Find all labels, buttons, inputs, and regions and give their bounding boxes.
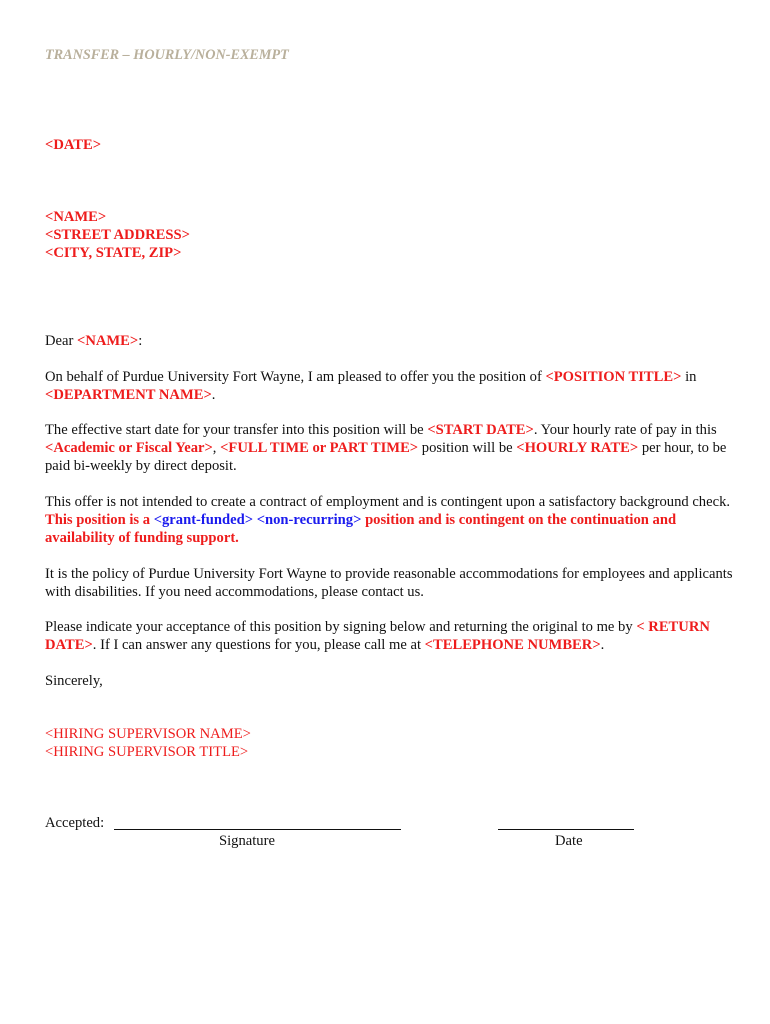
date-placeholder: <DATE>	[45, 137, 102, 153]
acceptance-text-3: .	[600, 636, 605, 653]
signature-label: Signature	[219, 833, 275, 849]
supervisor-title-placeholder: <HIRING SUPERVISOR TITLE>	[45, 743, 249, 760]
telephone-placeholder: <TELEPHONE NUMBER>	[424, 636, 601, 653]
accepted-label: Accepted:	[45, 815, 105, 831]
offer-text-2: in	[681, 369, 697, 385]
paragraph-start-date	[45, 422, 735, 475]
offer-text-3: .	[211, 386, 216, 403]
salutation	[45, 333, 735, 351]
signature-line[interactable]	[114, 829, 401, 830]
closing: Sincerely,	[45, 673, 103, 689]
recipient-address	[45, 209, 735, 262]
start-text-2: . Your hourly rate of pay in this	[533, 422, 717, 438]
acceptance-text-2: . If I can answer any questions for you, please call me at	[92, 636, 425, 653]
paragraph-offer	[45, 369, 735, 405]
paragraph-acceptance	[45, 619, 735, 655]
document-title: TRANSFER – HOURLY/NON-EXEMPT	[45, 47, 289, 63]
salutation-prefix: Dear	[45, 333, 78, 349]
paragraph-accommodations: It is the policy of Purdue University Fort Wayne to provide reasonable accommodations for employees and applicants with disabilities. If you need accommodations, please contact us.	[45, 566, 733, 600]
salutation-name: <NAME>	[77, 333, 139, 349]
start-text-5: per hour, to be paid bi-weekly by direct deposit.	[45, 439, 727, 474]
start-text-3: ,	[212, 439, 221, 456]
position-title-placeholder: <POSITION TITLE>	[545, 369, 682, 385]
contingency-red-1: This position is a	[45, 511, 154, 528]
contingency-red-3: position and is contingent on the continuation and availability of funding support.	[45, 511, 677, 546]
recipient-city: <CITY, STATE, ZIP>	[45, 244, 182, 261]
start-text-1: The effective start date for your transfer into this position will be	[45, 422, 428, 438]
date-label: Date	[555, 833, 583, 849]
date-line[interactable]	[498, 829, 634, 830]
offer-text-1: On behalf of Purdue University Fort Wayne, I am pleased to offer you the position of	[45, 369, 546, 385]
paragraph-contingency	[45, 494, 735, 547]
supervisor-name-placeholder: <HIRING SUPERVISOR NAME>	[45, 726, 251, 742]
recipient-name: <NAME>	[45, 209, 107, 225]
non-recurring-placeholder: <non-recurring>	[256, 511, 362, 528]
recipient-street: <STREET ADDRESS>	[45, 226, 190, 243]
acceptance-text-1: Please indicate your acceptance of this position by signing below and returning the original to me by	[45, 619, 637, 635]
year-placeholder: <Academic or Fiscal Year>	[45, 439, 213, 456]
return-date-placeholder: < RETURN DATE>	[45, 619, 710, 653]
grant-funded-placeholder: <grant-funded>	[153, 511, 254, 528]
supervisor-block	[45, 726, 735, 762]
hourly-rate-placeholder: <HOURLY RATE>	[516, 439, 639, 456]
start-date-placeholder: <START DATE>	[427, 422, 534, 438]
department-name-placeholder: <DEPARTMENT NAME>	[45, 386, 212, 403]
start-text-4: position will be	[418, 439, 517, 456]
contingency-text-1: This offer is not intended to create a contract of employment and is contingent upon a satisfactory background check.	[45, 494, 731, 510]
time-placeholder: <FULL TIME or PART TIME>	[220, 439, 419, 456]
salutation-suffix: :	[138, 333, 143, 349]
